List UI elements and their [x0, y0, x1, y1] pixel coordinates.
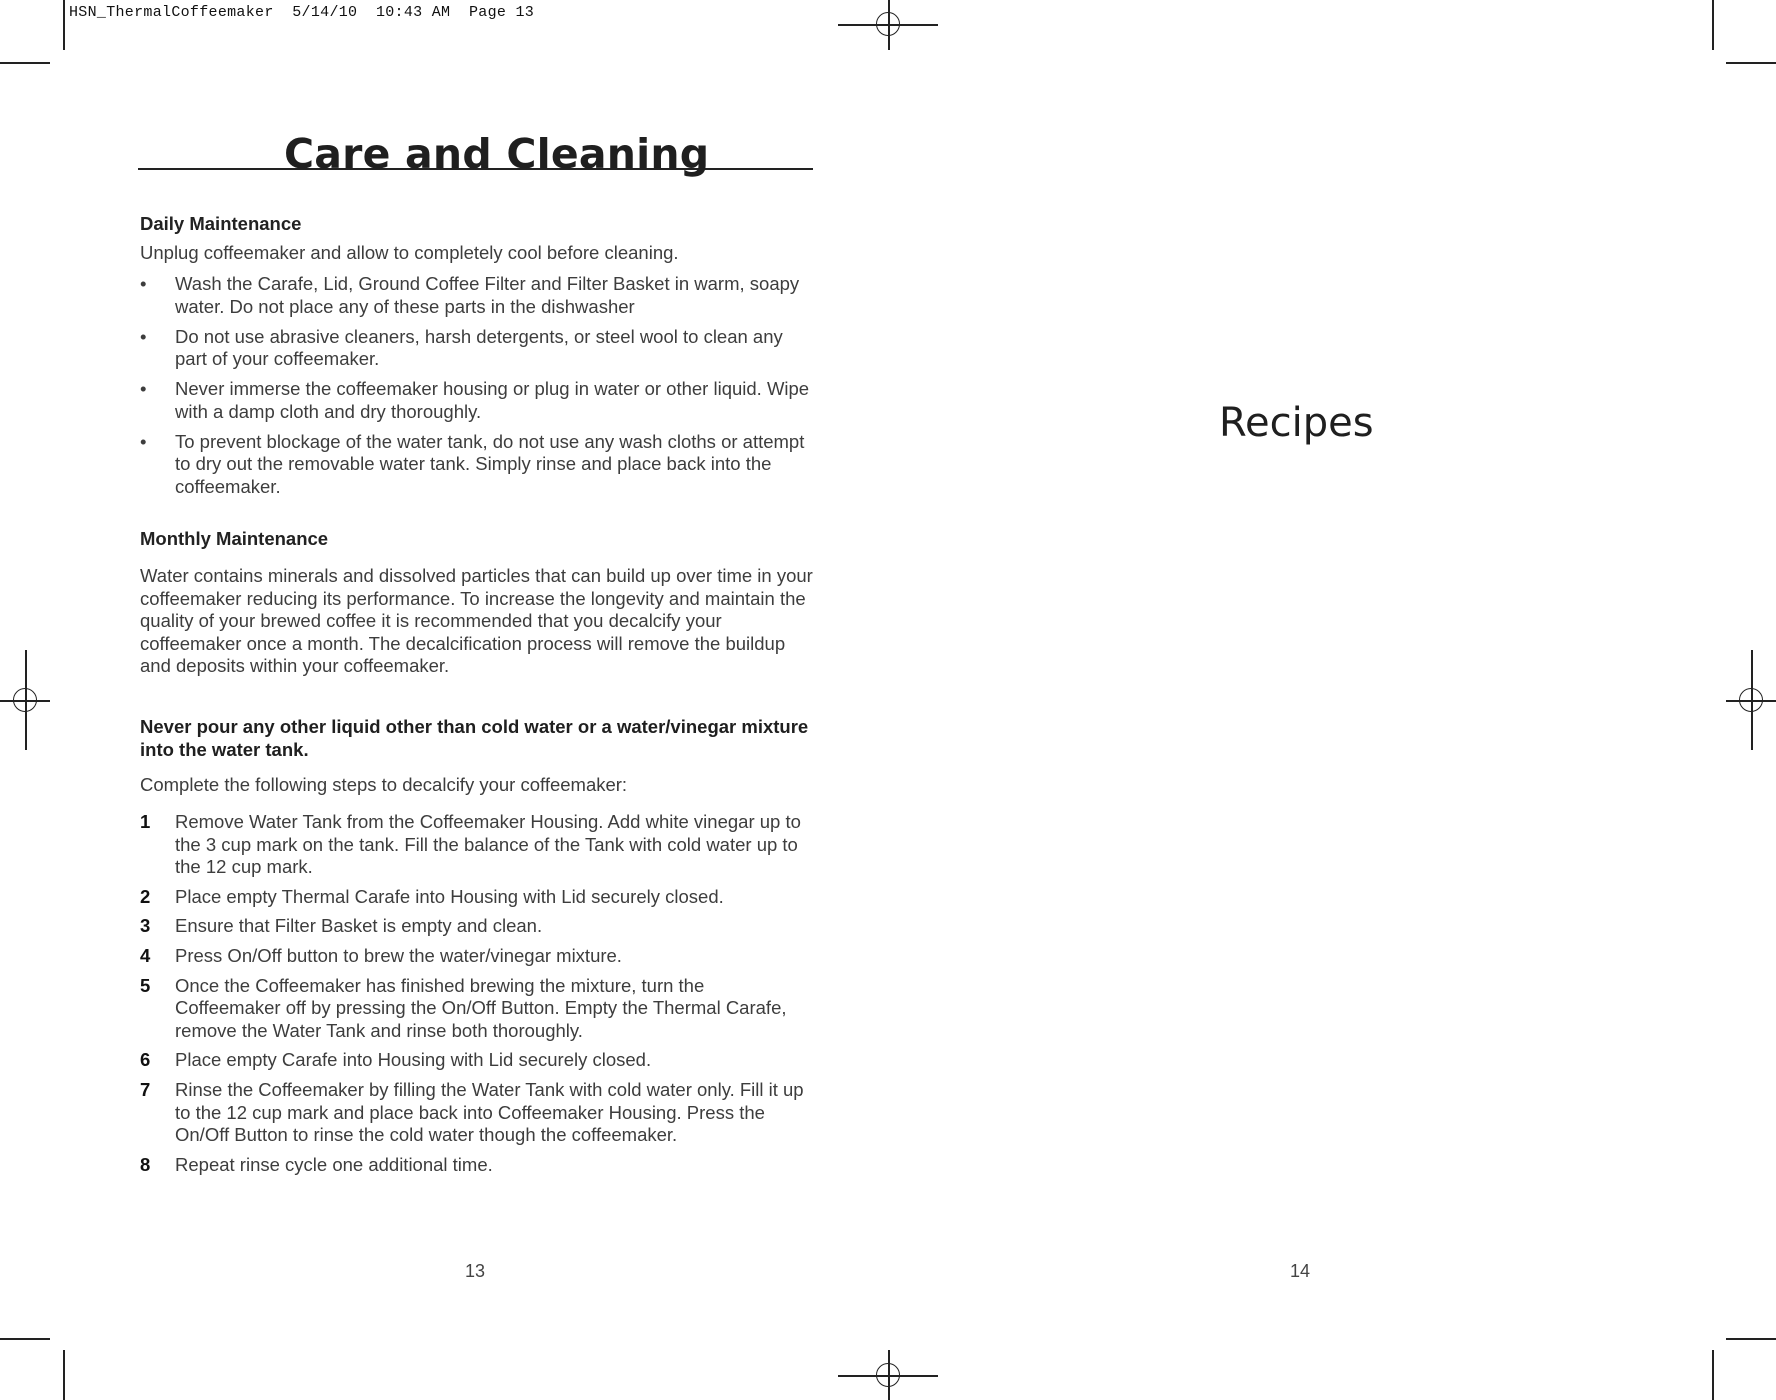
crop-mark — [1712, 1350, 1714, 1400]
list-item: 5 Once the Coffeemaker has finished brewing the mixture, turn the Coffeemaker off by pressing the On/Off Button. Empty the Thermal Carafe, remove the Water Tank and rinse both thoroughly. — [140, 974, 787, 1041]
page-care-and-cleaning — [140, 120, 813, 1175]
daily-maintenance-heading: Daily Maintenance — [140, 213, 302, 234]
list-item: 1 Remove Water Tank from the Coffeemaker Housing. Add white vinegar up to the 3 cup mark on the tank. Fill the balance of the Tank with cold water up to the 12 cup mark. — [140, 811, 801, 877]
daily-bullet-list — [140, 273, 813, 506]
monthly-maintenance-heading: Monthly Maintenance — [140, 528, 329, 549]
print-slug: HSN_ThermalCoffeemaker 5/14/10 10:43 AM Page 13 — [69, 4, 535, 21]
title-block — [140, 120, 813, 178]
crop-mark — [63, 0, 65, 50]
bullet-icon: • — [140, 273, 147, 294]
crop-mark — [1712, 0, 1714, 50]
decalcify-steps — [140, 811, 813, 1184]
bullet-icon: • — [140, 325, 147, 347]
list-item: 4 Press On/Off button to brew the water/vinegar mixture. — [140, 945, 622, 967]
steps-intro: Complete the following steps to decalcify your coffeemaker: — [140, 774, 628, 795]
page-title: Care and Cleaning — [284, 130, 710, 178]
list-item: 7 Rinse the Coffeemaker by filling the Water Tank with cold water only. Fill it up to the 12 cup mark and place back into Coffeemaker Housing. Press the On/Off Button to rinse the cold water though the coffeemaker. — [140, 1079, 804, 1146]
daily-intro: Unplug coffeemaker and allow to completely cool before cleaning. — [140, 242, 679, 263]
page-number-left: 13 — [465, 1261, 486, 1281]
list-item: 6 Place empty Carafe into Housing with Lid securely closed. — [140, 1049, 652, 1071]
list-item: 2 Place empty Thermal Carafe into Housing with Lid securely closed. — [140, 885, 724, 907]
list-item: • Do not use abrasive cleaners, harsh detergents, or steel wool to clean any part of your coffeemaker. — [140, 325, 783, 369]
list-item: 8 Repeat rinse cycle one additional time. — [140, 1153, 493, 1175]
list-item: • Wash the Carafe, Lid, Ground Coffee Filter and Filter Basket in warm, soapy water. Do not place any of these parts in the dishwasher — [140, 273, 800, 317]
bullet-icon: • — [140, 430, 147, 452]
list-item: • To prevent blockage of the water tank, do not use any wash cloths or attempt to dry out the removable water tank. Simply rinse and place back into the coffeemaker. — [140, 430, 805, 497]
crop-mark — [0, 62, 50, 64]
crop-mark — [63, 1350, 65, 1400]
recipes-title: Recipes — [1219, 400, 1374, 446]
monthly-intro: Water contains minerals and dissolved particles that can build up over time in your coffeemaker reducing its performance. To increase the longevity and maintain the quality of your brewed coffee it is recommended that you decalcify your coffeemaker once a month. The decalcification process will remove the buildup and deposits within your coffeemaker. — [140, 565, 813, 676]
crop-mark — [0, 1338, 50, 1340]
list-item: • Never immerse the coffeemaker housing or plug in water or other liquid. Wipe with a damp cloth and dry thoroughly. — [140, 378, 810, 422]
page-number-right: 14 — [1290, 1261, 1311, 1281]
crop-mark — [1726, 1338, 1776, 1340]
warning-text: Never pour any other liquid other than cold water or a water/vinegar mixture into the water tank. — [140, 716, 809, 760]
crop-mark — [1726, 62, 1776, 64]
list-item: 3 Ensure that Filter Basket is empty and clean. — [140, 915, 543, 937]
bullet-icon: • — [140, 378, 147, 399]
